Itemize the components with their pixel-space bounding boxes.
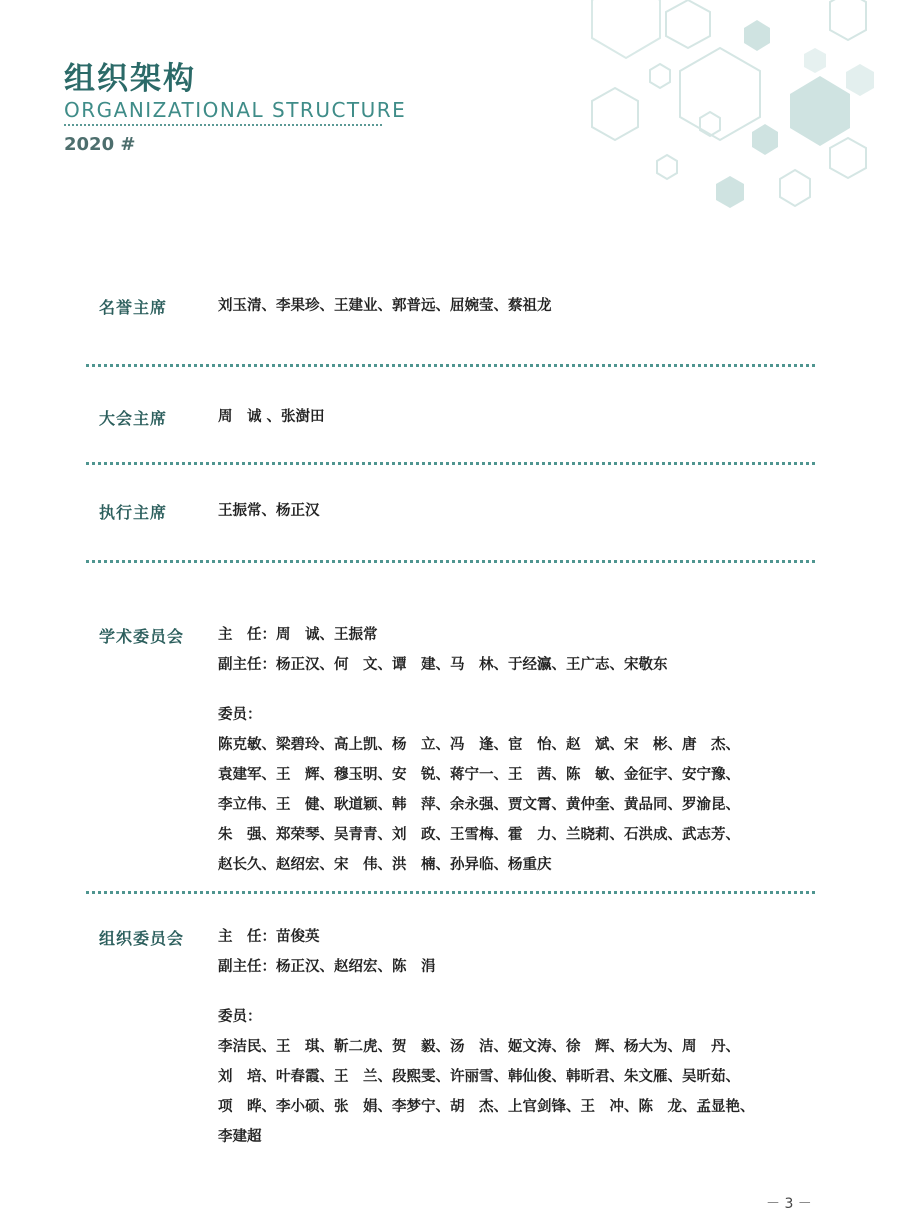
section-label: 组织委员会 — [99, 929, 185, 948]
organizing-deputy: 副主任：杨正汉、赵绍宏、陈 涓 — [218, 959, 436, 975]
page-header — [64, 60, 406, 156]
academic-members-label: 委员： — [218, 707, 262, 723]
organizing-members-label: 委员： — [218, 1009, 262, 1025]
organizing-members-line: 刘 培、叶春霞、王 兰、段熙雯、许丽雪、韩仙俊、韩昕君、朱文雁、吴昕茹、 — [218, 1069, 740, 1085]
section-divider — [86, 462, 815, 465]
page-number: － 3 － — [766, 1196, 812, 1212]
organizing-content — [218, 922, 818, 1152]
academic-content — [218, 620, 818, 880]
section-label: 名誉主席 — [99, 298, 168, 317]
academic-members-line: 李立伟、王 健、耿道颖、韩 萍、余永强、贾文霄、黄仲奎、黄品同、罗渝昆、 — [218, 797, 740, 813]
section-divider — [86, 364, 815, 367]
section-label: 学术委员会 — [99, 627, 185, 646]
academic-members-line: 陈克敏、梁碧玲、高上凯、杨 立、冯 逢、宦 怡、赵 斌、宋 彬、唐 杰、 — [218, 737, 740, 753]
organizing-members-line: 项 晔、李小硕、张 娟、李梦宁、胡 杰、上官剑锋、王 冲、陈 龙、孟显艳、 — [218, 1099, 755, 1115]
academic-members-line: 袁建军、王 辉、穆玉明、安 锐、蒋宁一、王 茜、陈 敏、金征宇、安宁豫、 — [218, 767, 740, 783]
organizing-director: 主 任：苗俊英 — [218, 929, 320, 945]
conference-members: 周 诚 、张澍田 — [218, 409, 325, 425]
academic-deputy: 副主任：杨正汉、何 文、谭 建、马 林、于经瀛、王广志、宋敬东 — [218, 657, 668, 673]
header-divider — [64, 124, 382, 126]
academic-director: 主 任：周 诚、王振常 — [218, 627, 378, 643]
hexagon-decoration — [560, 0, 900, 220]
year-label: 2020 # — [64, 134, 136, 155]
academic-members-line: 赵长久、赵绍宏、宋 伟、洪 楠、孙异临、杨重庆 — [218, 857, 552, 873]
section-label: 执行主席 — [99, 503, 168, 522]
section-divider — [86, 891, 815, 894]
section-label: 大会主席 — [99, 409, 168, 428]
honorary-members: 刘玉清、李果珍、王建业、郭普远、屈婉莹、蔡祖龙 — [218, 298, 552, 314]
academic-members-line: 朱 强、郑荣琴、吴青青、刘 政、王雪梅、霍 力、兰晓莉、石洪成、武志芳、 — [218, 827, 740, 843]
page-subtitle-en: ORGANIZATIONAL STRUCTURE — [64, 98, 407, 122]
section-divider — [86, 560, 815, 563]
page-title: 组织架构 — [64, 61, 196, 97]
organizing-members-line: 李洁民、王 琪、靳二虎、贺 毅、汤 洁、姬文涛、徐 辉、杨大为、周 丹、 — [218, 1039, 740, 1055]
executive-members: 王振常、杨正汉 — [218, 503, 320, 519]
organizing-members-line: 李建超 — [218, 1129, 262, 1145]
